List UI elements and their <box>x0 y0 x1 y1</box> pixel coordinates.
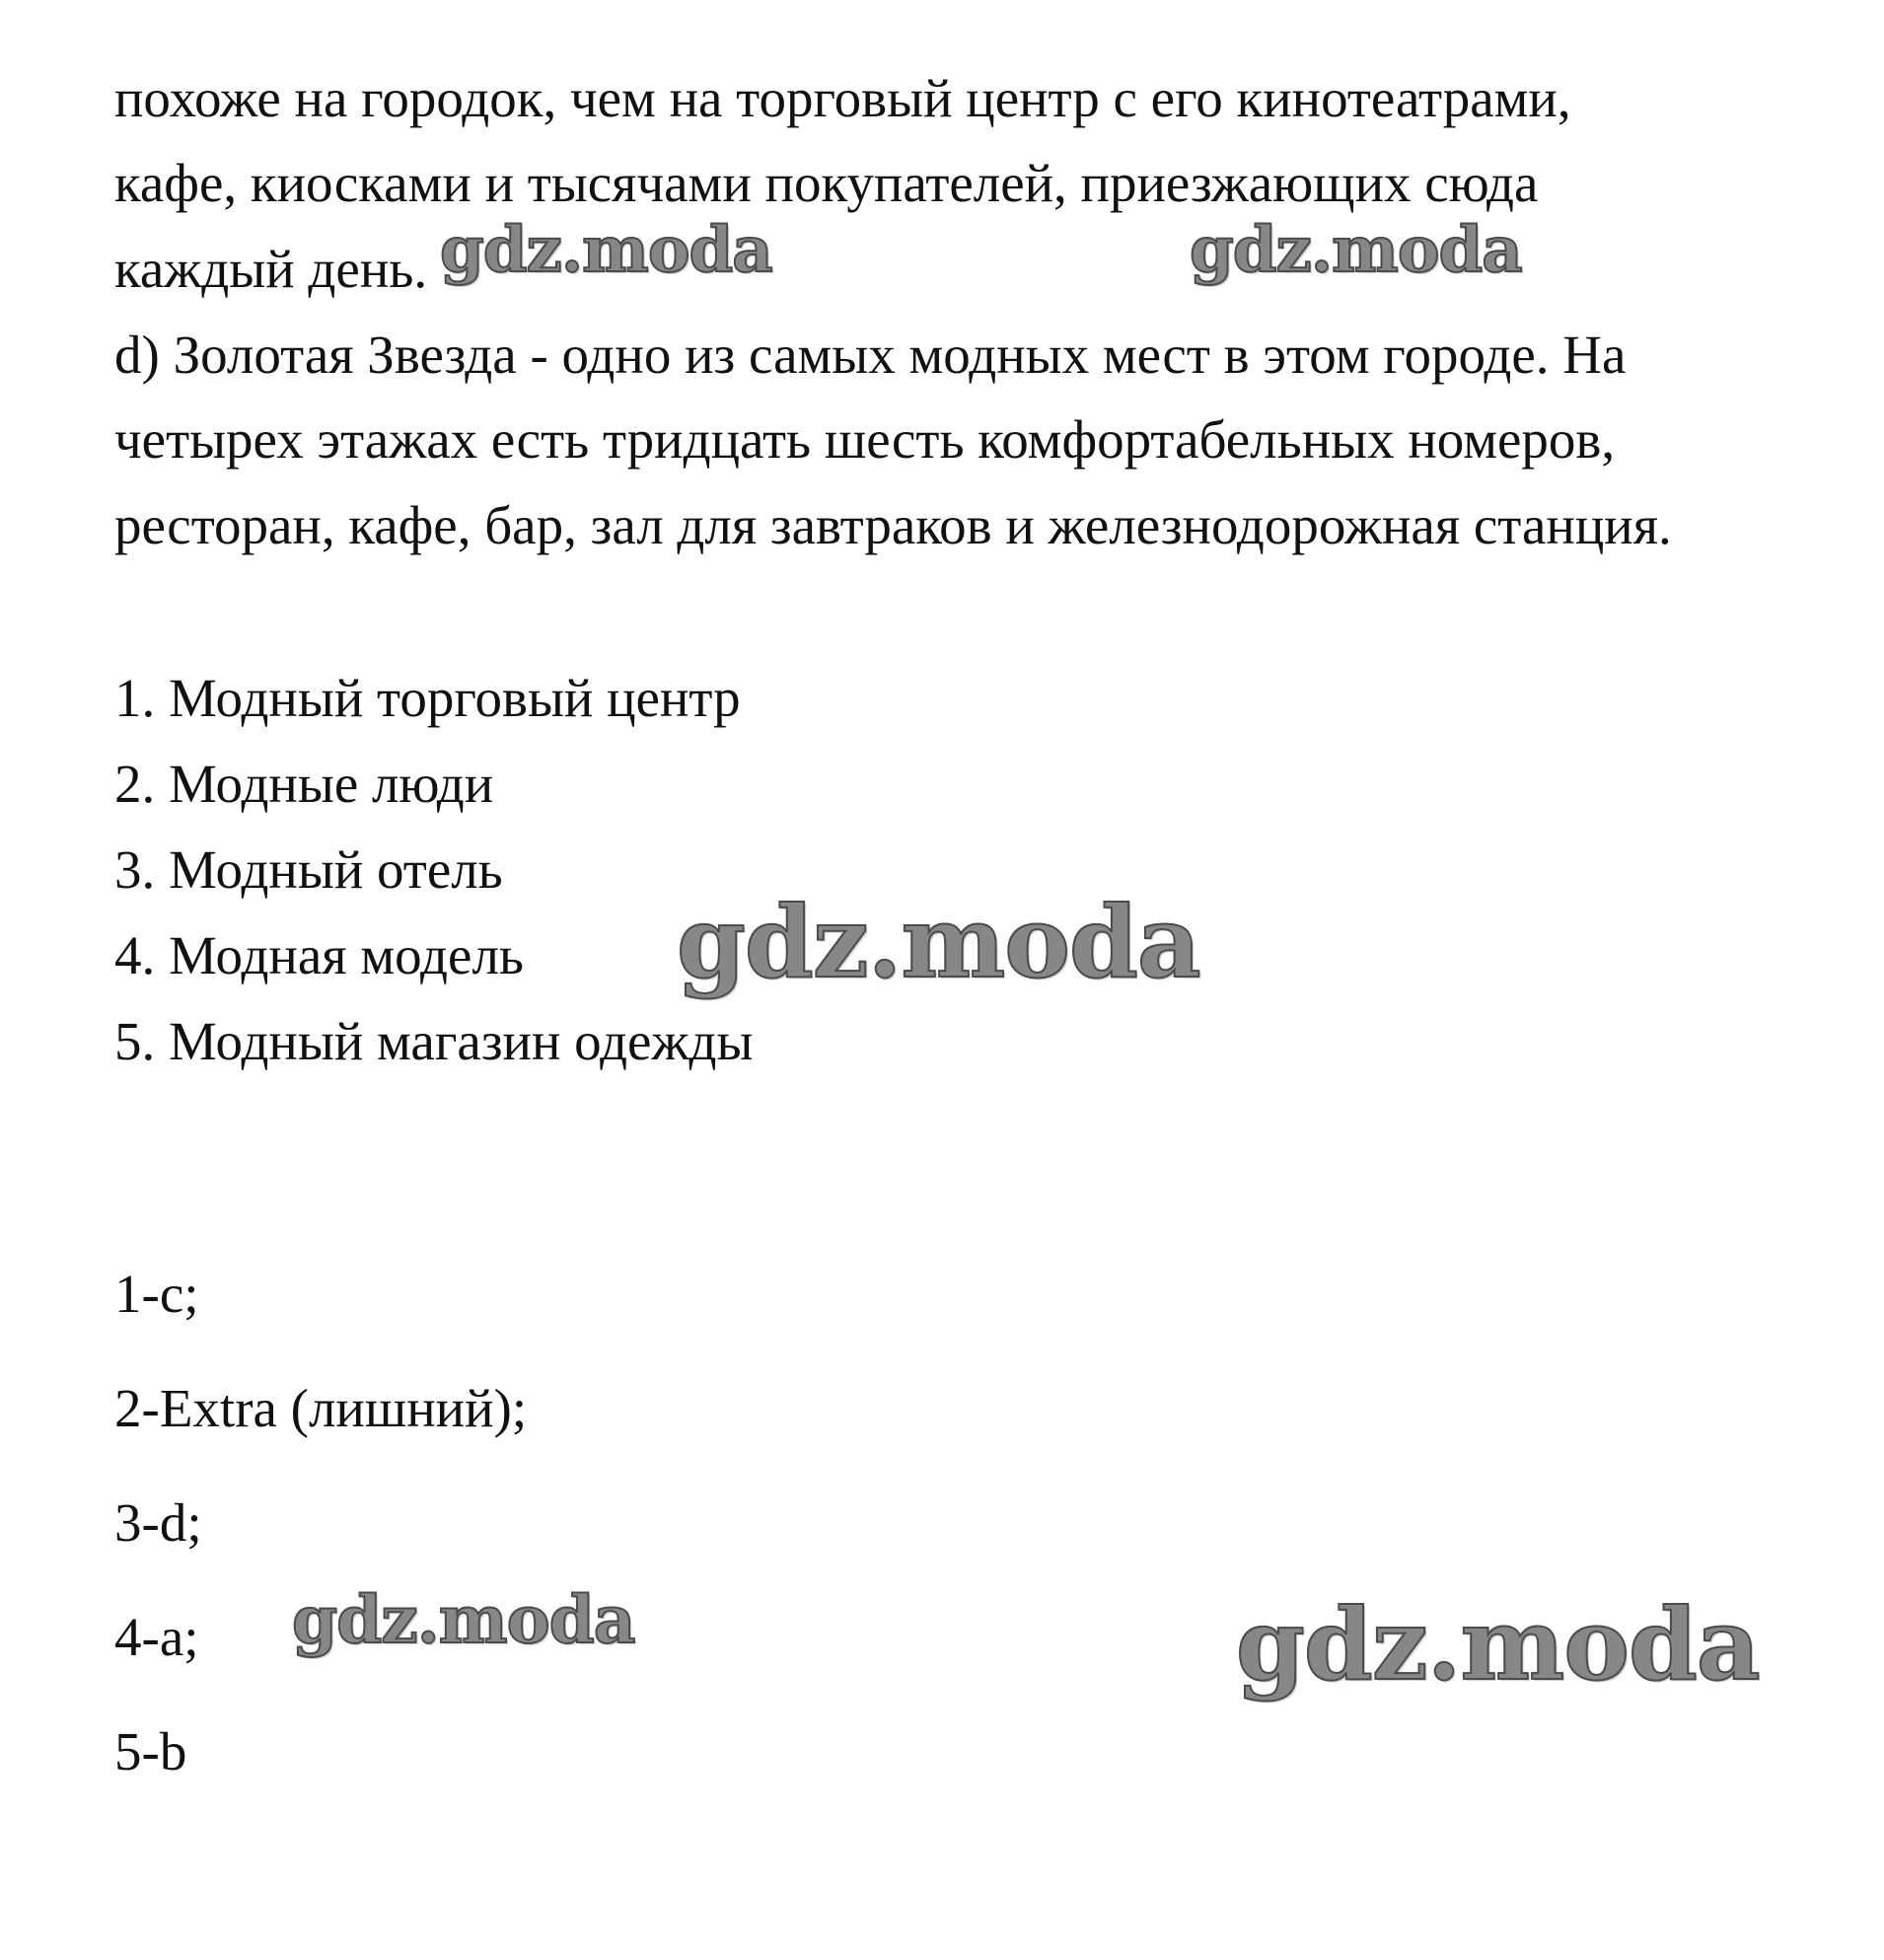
heading-item: 3. Модный отель <box>114 839 503 900</box>
paragraph-line: кафе, киосками и тысячами покупателей, приезжающих сюда <box>114 153 1539 213</box>
answer-item: 2-Extra (лишний); <box>114 1378 528 1438</box>
paragraph-line: каждый день. <box>114 239 428 299</box>
heading-item: 1. Модный торговый центр <box>114 668 741 728</box>
answer-item: 3-d; <box>114 1492 202 1553</box>
answer-item: 4-a; <box>114 1607 199 1667</box>
paragraph-d-line: ресторан, кафе, бар, зал для завтраков и железнодорожная станция. <box>114 495 1672 555</box>
paragraph-d-line: d) Золотая Звезда - одно из самых модных мест в этом городе. На <box>114 325 1627 385</box>
watermark-logo: gdz.moda <box>440 213 772 287</box>
watermark-logo: gdz.moda <box>677 884 1200 1000</box>
heading-item: 5. Модный магазин одежды <box>114 1011 754 1071</box>
heading-item: 4. Модная модель <box>114 925 524 985</box>
watermark-logo: gdz.moda <box>292 1581 635 1658</box>
watermark-logo: gdz.moda <box>1236 1586 1760 1703</box>
answer-item: 5-b <box>114 1721 187 1781</box>
watermark-logo: gdz.moda <box>1190 213 1522 287</box>
paragraph-line: похоже на городок, чем на торговый центр с его кинотеатрами, <box>114 68 1571 128</box>
paragraph-d-line: четырех этажах есть тридцать шесть комфортабельных номеров, <box>114 409 1616 470</box>
answer-item: 1-c; <box>114 1264 199 1324</box>
heading-item: 2. Модные люди <box>114 754 494 814</box>
